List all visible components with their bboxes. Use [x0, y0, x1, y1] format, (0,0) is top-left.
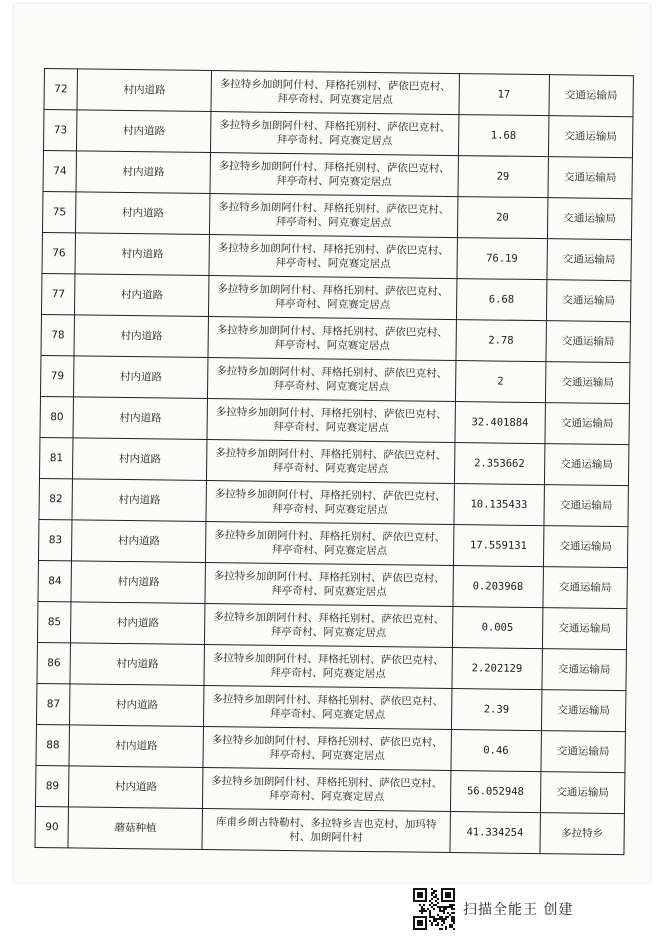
- qr-module: [443, 908, 445, 910]
- qr-module: [451, 906, 453, 908]
- qr-module: [433, 920, 435, 922]
- cell-amount: 20: [457, 197, 548, 239]
- qr-module: [423, 908, 425, 910]
- cell-number: 81: [39, 437, 73, 478]
- cell-number: 79: [40, 355, 74, 396]
- qr-module: [453, 920, 455, 922]
- cell-number: 87: [36, 683, 70, 724]
- cell-amount: 2.202129: [452, 648, 543, 690]
- cell-location: 多拉特乡加朗阿什村、拜格托别村、萨依巴克村、拜亭奇村、阿克赛定居点: [207, 399, 455, 443]
- qr-module: [441, 928, 443, 930]
- cell-location: 多拉特乡加朗阿什村、拜格托别村、萨依巴克村、拜亭奇村、阿克赛定居点: [210, 194, 458, 238]
- qr-module: [437, 922, 439, 924]
- cell-department: 交通运输局: [542, 608, 627, 650]
- cell-location: 多拉特乡加朗阿什村、拜格托别村、萨依巴克村、拜亭奇村、阿克赛定居点: [209, 235, 457, 279]
- table-row: [39, 478, 628, 526]
- table-row: [35, 806, 624, 854]
- qr-module: [429, 912, 431, 914]
- cell-department: 交通运输局: [541, 731, 626, 773]
- cell-project-name: 村内道路: [72, 520, 206, 563]
- qr-module: [435, 920, 437, 922]
- qr-module: [451, 924, 453, 926]
- qr-module: [447, 912, 449, 914]
- cell-location: 多拉特乡加朗阿什村、拜格托别村、萨依巴克村、拜亭奇村、阿克赛定居点: [205, 604, 453, 648]
- cell-number: 74: [43, 150, 77, 191]
- cell-number: 80: [40, 396, 74, 437]
- cell-location: 库甫乡朗古特勒村、多拉特乡吉也克村、加玛特村、加朗阿什村: [202, 808, 450, 852]
- table-row: [36, 683, 625, 731]
- cell-number: 83: [38, 519, 72, 560]
- qr-module: [429, 904, 431, 906]
- qr-module: [443, 922, 445, 924]
- qr-module: [437, 918, 439, 920]
- qr-module: [431, 894, 433, 896]
- qr-module: [449, 906, 451, 908]
- cell-location: 多拉特乡加朗阿什村、拜格托别村、萨依巴克村、拜亭奇村、阿克赛定居点: [204, 686, 452, 730]
- qr-module: [451, 926, 453, 928]
- qr-module: [453, 908, 455, 910]
- qr-module: [429, 920, 431, 922]
- qr-module: [435, 894, 437, 896]
- cell-project-name: 村内道路: [69, 766, 203, 809]
- qr-module: [429, 910, 431, 912]
- qr-module: [435, 918, 437, 920]
- cell-project-name: 村内道路: [76, 192, 210, 235]
- qr-module: [439, 906, 441, 908]
- qr-module: [449, 904, 451, 906]
- qr-module: [433, 892, 435, 894]
- cell-department: 交通运输局: [545, 362, 630, 404]
- cell-amount: 2: [455, 361, 546, 403]
- cell-amount: 41.334254: [450, 812, 541, 854]
- qr-module: [431, 906, 433, 908]
- cell-location: 多拉特乡加朗阿什村、拜格托别村、萨依巴克村、拜亭奇村、阿克赛定居点: [211, 71, 459, 115]
- table-row: [41, 314, 630, 362]
- cell-location: 多拉特乡加朗阿什村、拜格托别村、萨依巴克村、拜亭奇村、阿克赛定居点: [205, 563, 453, 607]
- qr-module: [417, 892, 423, 898]
- qr-module: [435, 896, 437, 898]
- cell-amount: 2.78: [456, 320, 547, 362]
- qr-module: [453, 916, 455, 918]
- qr-module: [437, 898, 439, 900]
- cell-location: 多拉特乡加朗阿什村、拜格托别村、萨依巴克村、拜亭奇村、阿克赛定居点: [206, 481, 454, 525]
- cell-project-name: 村内道路: [71, 561, 205, 604]
- cell-department: 交通运输局: [547, 198, 632, 240]
- qr-module: [441, 906, 443, 908]
- qr-module: [437, 924, 439, 926]
- qr-module: [427, 908, 429, 910]
- cell-department: 交通运输局: [548, 116, 633, 158]
- qr-module: [429, 914, 431, 916]
- qr-module: [423, 904, 425, 906]
- qr-module: [451, 904, 453, 906]
- qr-module: [431, 916, 433, 918]
- qr-module: [433, 904, 435, 906]
- qr-module: [431, 888, 433, 890]
- cell-project-name: 村内道路: [75, 233, 209, 276]
- cell-location: 多拉特乡加朗阿什村、拜格托别村、萨依巴克村、拜亭奇村、阿克赛定居点: [204, 645, 452, 689]
- table-body: [35, 69, 633, 855]
- qr-module: [449, 914, 451, 916]
- cell-amount: 76.19: [457, 238, 548, 280]
- cell-location: 多拉特乡加朗阿什村、拜格托别村、萨依巴克村、拜亭奇村、阿克赛定居点: [209, 276, 457, 320]
- table-row: [37, 642, 626, 690]
- cell-project-name: 村内道路: [74, 315, 208, 358]
- qr-module: [443, 920, 445, 922]
- table-row: [38, 560, 627, 608]
- cell-amount: 17.559131: [453, 525, 544, 567]
- cell-project-name: 村内道路: [75, 274, 209, 317]
- table-row: [38, 519, 627, 567]
- cell-department: 交通运输局: [540, 772, 625, 814]
- cell-department: 多拉特乡: [540, 813, 625, 855]
- qr-module: [431, 892, 433, 894]
- cell-location: 多拉特乡加朗阿什村、拜格托别村、萨依巴克村、拜亭奇村、阿克赛定居点: [206, 522, 454, 566]
- table-row: [42, 232, 631, 280]
- qr-module: [445, 906, 447, 908]
- cell-amount: 2.39: [451, 689, 542, 731]
- cell-number: 85: [37, 601, 71, 642]
- qr-module: [437, 902, 439, 904]
- cell-department: 交通运输局: [546, 280, 631, 322]
- qr-module: [417, 920, 423, 926]
- qr-module: [451, 916, 453, 918]
- qr-module: [445, 916, 447, 918]
- qr-module: [453, 912, 455, 914]
- cell-amount: 1.68: [458, 115, 549, 157]
- cell-number: 90: [35, 806, 69, 847]
- cell-amount: 6.68: [456, 279, 547, 321]
- cell-amount: 17: [459, 74, 550, 116]
- qr-module: [419, 910, 421, 912]
- cell-amount: 2.353662: [454, 443, 545, 485]
- qr-module: [441, 920, 443, 922]
- qr-module: [453, 928, 455, 930]
- table-row: [42, 191, 631, 239]
- cell-amount: 0.203968: [453, 566, 544, 608]
- qr-module: [441, 924, 443, 926]
- cell-department: 交通运输局: [541, 690, 626, 732]
- qr-module: [441, 916, 443, 918]
- qr-module: [441, 910, 443, 912]
- scanner-watermark: [413, 887, 573, 931]
- cell-amount: 56.052948: [450, 771, 541, 813]
- cell-number: 84: [38, 560, 72, 601]
- cell-department: 交通运输局: [549, 75, 634, 117]
- cell-project-name: 村内道路: [69, 725, 203, 768]
- cell-department: 交通运输局: [545, 403, 630, 445]
- qr-module: [447, 916, 449, 918]
- cell-department: 交通运输局: [548, 157, 633, 199]
- cell-department: 交通运输局: [543, 567, 628, 609]
- qr-module: [439, 918, 441, 920]
- qr-module: [429, 916, 431, 918]
- qr-module: [443, 918, 445, 920]
- cell-amount: 10.135433: [454, 484, 545, 526]
- qr-module: [435, 924, 437, 926]
- watermark-text: 扫描全能王 创建: [463, 902, 574, 918]
- cell-number: 82: [39, 478, 73, 519]
- qr-module: [433, 916, 435, 918]
- qr-module: [421, 912, 423, 914]
- cell-location: 多拉特乡加朗阿什村、拜格托别村、萨依巴克村、拜亭奇村、阿克赛定居点: [207, 440, 455, 484]
- qr-module: [441, 918, 443, 920]
- cell-number: 73: [43, 110, 77, 151]
- qr-module: [449, 926, 451, 928]
- cell-department: 交通运输局: [546, 321, 631, 363]
- table-row: [35, 765, 624, 813]
- cell-department: 交通运输局: [542, 649, 627, 691]
- project-table: [34, 68, 633, 855]
- cell-number: 76: [42, 232, 76, 273]
- qr-module: [445, 918, 447, 920]
- cell-number: 75: [42, 191, 76, 232]
- qr-module: [451, 908, 453, 910]
- cell-number: 88: [36, 724, 70, 765]
- qr-module: [429, 900, 431, 902]
- qr-module: [431, 902, 433, 904]
- table-row: [40, 355, 629, 403]
- cell-project-name: 村内道路: [74, 356, 208, 399]
- qr-module: [421, 906, 423, 908]
- qr-module: [449, 924, 451, 926]
- qr-module: [451, 918, 453, 920]
- cell-department: 交通运输局: [544, 444, 629, 486]
- qr-module: [435, 904, 437, 906]
- cell-project-name: 村内道路: [73, 438, 207, 481]
- cell-project-name: 村内道路: [70, 643, 204, 686]
- qr-module: [435, 890, 437, 892]
- cell-project-name: 村内道路: [77, 110, 211, 153]
- cell-project-name: 村内道路: [77, 69, 211, 112]
- qr-module: [439, 928, 441, 930]
- qr-module: [453, 918, 455, 920]
- cell-department: 交通运输局: [543, 526, 628, 568]
- qr-module: [443, 912, 445, 914]
- qr-code-icon: [413, 888, 455, 930]
- cell-project-name: 蘑菇种植: [68, 807, 202, 850]
- cell-project-name: 村内道路: [73, 397, 207, 440]
- qr-module: [437, 906, 439, 908]
- cell-project-name: 村内道路: [71, 602, 205, 645]
- qr-module: [433, 918, 435, 920]
- qr-module: [433, 908, 435, 910]
- qr-module: [445, 926, 447, 928]
- cell-location: 多拉特乡加朗阿什村、拜格托别村、萨依巴克村、拜亭奇村、阿克赛定居点: [203, 727, 451, 771]
- qr-module: [421, 910, 423, 912]
- table-row: [44, 69, 633, 117]
- qr-module: [443, 910, 445, 912]
- cell-project-name: 村内道路: [70, 684, 204, 727]
- table-row: [43, 110, 632, 158]
- scanned-page: [14, 4, 650, 882]
- cell-amount: 32.401884: [455, 402, 546, 444]
- qr-module: [431, 924, 433, 926]
- table-row: [40, 396, 629, 444]
- cell-project-name: 村内道路: [76, 151, 210, 194]
- cell-location: 多拉特乡加朗阿什村、拜格托别村、萨依巴克村、拜亭奇村、阿克赛定居点: [208, 358, 456, 402]
- cell-location: 多拉特乡加朗阿什村、拜格托别村、萨依巴克村、拜亭奇村、阿克赛定居点: [211, 112, 459, 156]
- cell-number: 77: [41, 273, 75, 314]
- qr-module: [437, 914, 439, 916]
- qr-module: [435, 900, 437, 902]
- qr-module: [419, 904, 421, 906]
- qr-module: [445, 928, 447, 930]
- qr-module: [439, 916, 441, 918]
- table-row: [39, 437, 628, 485]
- cell-project-name: 村内道路: [72, 479, 206, 522]
- qr-module: [421, 908, 423, 910]
- cell-amount: 29: [458, 156, 549, 198]
- qr-module: [451, 920, 453, 922]
- qr-module: [453, 904, 455, 906]
- cell-location: 多拉特乡加朗阿什村、拜格托别村、萨依巴克村、拜亭奇村、阿克赛定居点: [203, 767, 451, 811]
- table-row: [41, 273, 630, 321]
- qr-module: [431, 922, 433, 924]
- cell-number: 86: [37, 642, 71, 683]
- cell-department: 交通运输局: [547, 239, 632, 281]
- cell-number: 78: [41, 314, 75, 355]
- cell-department: 交通运输局: [544, 485, 629, 527]
- qr-module: [423, 910, 425, 912]
- table-row: [43, 150, 632, 198]
- qr-module: [447, 906, 449, 908]
- cell-number: 89: [35, 765, 69, 806]
- qr-module: [433, 890, 435, 892]
- qr-module: [431, 898, 433, 900]
- qr-module: [433, 896, 435, 898]
- qr-module: [425, 910, 427, 912]
- cell-location: 多拉特乡加朗阿什村、拜格托别村、萨依巴克村、拜亭奇村、阿克赛定居点: [210, 153, 458, 197]
- table-row: [37, 601, 626, 649]
- qr-module: [453, 922, 455, 924]
- qr-module: [445, 908, 447, 910]
- qr-module: [443, 906, 445, 908]
- table-row: [36, 724, 625, 772]
- qr-module: [439, 908, 441, 910]
- cell-number: 72: [44, 69, 78, 110]
- cell-amount: 0.005: [452, 607, 543, 649]
- cell-amount: 0.46: [451, 730, 542, 772]
- cell-location: 多拉特乡加朗阿什村、拜格托别村、萨依巴克村、拜亭奇村、阿克赛定居点: [208, 317, 456, 361]
- qr-module: [451, 912, 453, 914]
- qr-module: [445, 892, 451, 898]
- qr-module: [439, 910, 441, 912]
